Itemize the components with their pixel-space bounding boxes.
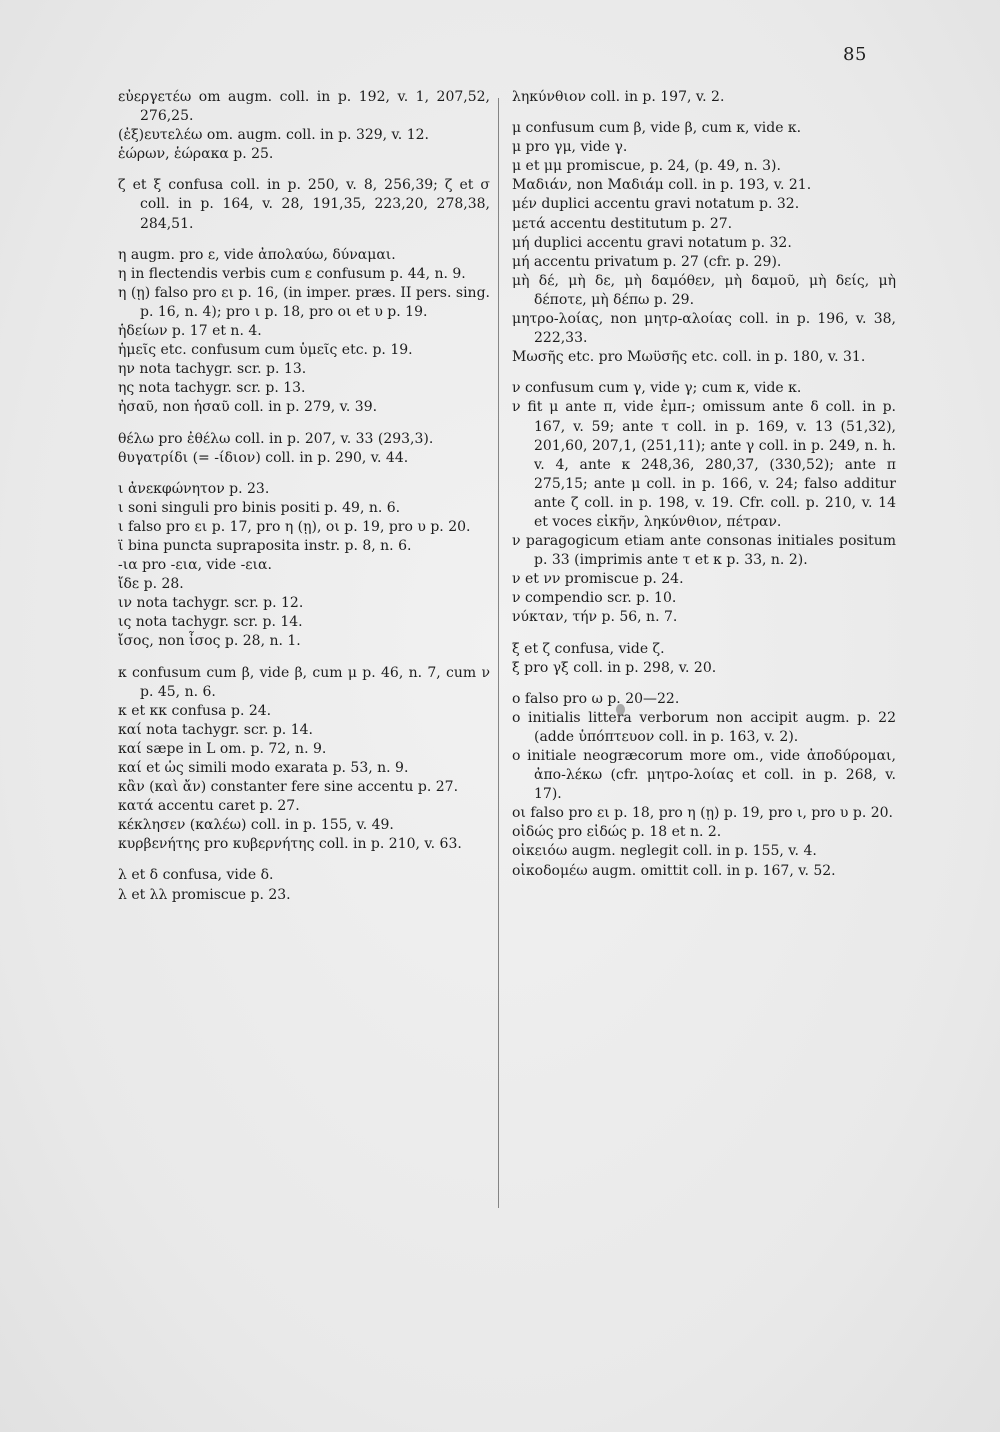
index-entry: η augm. pro ε, vide ἀπολαύω, δύναμαι. [118,246,396,263]
page-number: 85 [843,44,867,65]
index-entry: οἰκοδομέω augm. omittit coll. in p. 167, v. 52. [512,862,836,879]
index-entry: ο falso pro ω p. 20—22. [512,690,680,707]
index-entry: καί nota tachygr. scr. p. 14. [118,721,313,738]
index-entry: ν et νν promiscue p. 24. [512,571,684,588]
index-entry: μέν duplici accentu gravi notatum p. 32. [512,196,800,213]
right-column [512,88,896,881]
index-entry: η in flectendis verbis cum ε confusum p. 44, n. 9. [118,265,466,282]
index-entry: ι falso pro ει p. 17, pro η (ῃ), οι p. 19, pro υ p. 20. [118,518,471,535]
index-entry: ης nota tachygr. scr. p. 13. [118,380,306,397]
index-entry: μ et μμ promiscue, p. 24, (p. 49, n. 3). [512,158,781,175]
index-entry: κ et κκ confusa p. 24. [118,702,272,719]
index-entry: οι falso pro ει p. 18, pro η (ῃ) p. 19, pro ι, pro υ p. 20. [512,805,893,822]
index-entry: κἂν (καὶ ἄν) constanter fere sine accentu p. 27. [118,779,459,796]
index-entry: νύκταν, τήν p. 56, n. 7. [512,609,678,626]
index-entry: μὴ δέ, μὴ δε, μὴ δαμόθεν, μὴ δαμοῦ, μὴ δείς, μὴ δέποτε, μὴ δέπω p. 29. [512,272,896,308]
index-entry: κατά accentu caret p. 27. [118,798,300,815]
index-entry: οἰδώς pro εἰδώς p. 18 et n. 2. [512,824,722,841]
index-entry: κυρβενήτης pro κυβερνήτης coll. in p. 210, v. 63. [118,836,462,853]
index-entry: ι ἀνεκφώνητον p. 23. [118,480,270,497]
index-entry: Μωσῆς etc. pro Μωϋσῆς etc. coll. in p. 180, v. 31. [512,349,866,366]
index-entry: η (ῃ) falso pro ει p. 16, (in imper. præs. II pers. sing. p. 16, n. 4); pro ι p. 18, pro οι et υ p. 19. [118,284,490,320]
index-entry: ις nota tachygr. scr. p. 14. [118,614,303,631]
index-entry: λ et λλ promiscue p. 23. [118,886,291,903]
index-entry: μή duplici accentu gravi notatum p. 32. [512,234,792,251]
index-entry: μετά accentu destitutum p. 27. [512,215,733,232]
index-entry: κ confusum cum β, vide β, cum μ p. 46, n. 7, cum ν p. 45, n. 6. [118,664,490,700]
index-entry: ξ pro γξ coll. in p. 298, v. 20. [512,659,717,676]
index-entry: ην nota tachygr. scr. p. 13. [118,361,307,378]
index-entry: μ confusum cum β, vide β, cum κ, vide κ. [512,120,802,137]
index-entry: ο initialis littera verborum non accipit augm. p. 22 (adde ὑπόπτευον coll. in p. 163, v. 2). [512,709,896,745]
index-entry: ληκύνθιον coll. in p. 197, v. 2. [512,89,725,105]
ink-smudge [616,704,625,715]
index-entry: ἴσος, non ἶσος p. 28, n. 1. [118,633,301,650]
index-entry: ν fit μ ante π, vide ἐμπ-; omissum ante δ coll. in p. 167, v. 59; ante τ coll. in p. 169, v. 13 (51,32), 201,60, 207,1, (251,11); ante γ coll. in p. 249, n. h. v. 4, ante κ 248,36, 280,37, (330,52); ante π 275,15; ante μ coll. in p. 166, v. 24; falso additur ante ζ coll. in p. 198, v. 19. Cfr. coll. p. 210, v. 14 et voces εἰκῆν, ληκύνθιον, πέτραν. [512,399,896,530]
index-entry: ι soni singuli pro binis positi p. 49, n. 6. [118,499,401,516]
index-entry: λ et δ confusa, vide δ. [118,867,274,884]
index-entry: μ pro γμ, vide γ. [512,139,628,156]
index-entry: οἰκειόω augm. neglegit coll. in p. 155, v. 4. [512,843,817,860]
index-entry: ἴδε p. 28. [118,576,184,593]
index-entry: θυγατρίδι (= -ίδιον) coll. in p. 290, v. 44. [118,449,409,466]
index-entry: εὐεργετέω om augm. coll. in p. 192, v. 1, 207,52, 276,25. [118,89,490,125]
index-entry: Μαδιάν, non Μαδιάμ coll. in p. 193, v. 21. [512,177,812,194]
index-entry: θέλω pro ἐθέλω coll. in p. 207, v. 33 (293,3). [118,430,434,447]
index-entry: ν confusum cum γ, vide γ; cum κ, vide κ. [512,380,802,397]
index-entry: ο initiale neogræcorum more om., vide ἀποδύρομαι, ἀπο-λέκω (cfr. μητρο-λοίας et coll. in p. 268, v. 17). [512,748,896,803]
column-divider [498,98,499,1208]
index-entry: μητρο-λοίας, non μητρ-αλοίας coll. in p. 196, v. 38, 222,33. [512,311,896,347]
index-entry: κέκλησεν (καλέω) coll. in p. 155, v. 49. [118,817,394,834]
index-entry: ζ et ξ confusa coll. in p. 250, v. 8, 256,39; ζ et σ coll. in p. 164, v. 28, 191,35, 223,20, 278,38, 284,51. [118,177,490,232]
index-entry: -ια pro -εια, vide -εια. [118,557,272,574]
index-entry: ν compendio scr. p. 10. [512,590,677,607]
index-entry: ν paragogicum etiam ante consonas initiales positum p. 33 (imprimis ante τ et κ p. 33, n. 2). [512,533,896,569]
index-entry: καί et ὡς simili modo exarata p. 53, n. 9. [118,760,409,776]
index-entry: ξ et ζ confusa, vide ζ. [512,640,665,657]
index-entry: μή accentu privatum p. 27 (cfr. p. 29). [512,253,782,270]
index-entry: ἠσαῦ, non ἡσαῦ coll. in p. 279, v. 39. [118,399,378,416]
index-entry: καί sæpe in L om. p. 72, n. 9. [118,740,327,757]
index-entry: ἡδείων p. 17 et n. 4. [118,323,262,340]
index-entry: ιν nota tachygr. scr. p. 12. [118,595,304,612]
index-entry: ἡμεῖς etc. confusum cum ὑμεῖς etc. p. 19. [118,342,413,359]
index-entry: ϊ bina puncta supraposita instr. p. 8, n. 6. [118,537,412,554]
left-column [118,88,490,905]
index-entry: ἑώρων, ἑώρακα p. 25. [118,146,274,163]
index-entry: (ἐξ)ευτελέω om. augm. coll. in p. 329, v. 12. [118,127,429,144]
